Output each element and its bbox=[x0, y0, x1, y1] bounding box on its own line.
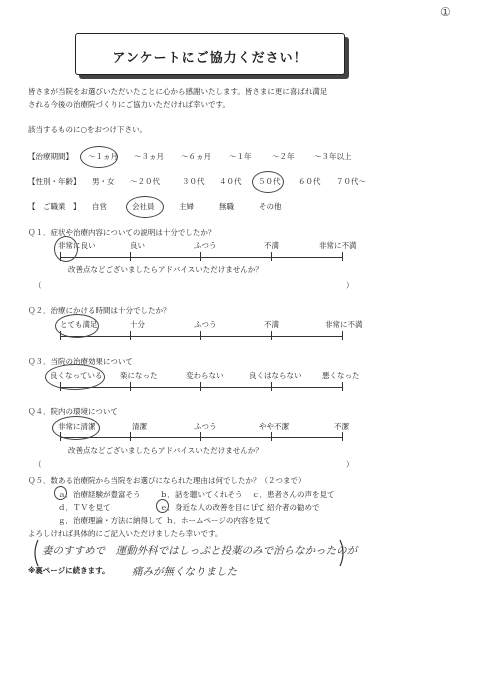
continue-note: ※裏ページに続きます。 bbox=[28, 566, 110, 575]
q2-scale-tick bbox=[342, 331, 343, 340]
q5-option: ｈ．ホームページの内容を見て bbox=[166, 516, 271, 525]
q4-scale-label: 非常に清潔 bbox=[58, 422, 96, 431]
handwritten-bracket-left bbox=[30, 538, 40, 568]
profile-option: ～２０代 bbox=[130, 177, 160, 186]
q1-paren-open: （ bbox=[34, 281, 42, 290]
profile-label: 【性別・年齢】 bbox=[28, 177, 81, 186]
q4-advice: 改善点などございましたらアドバイスいただけませんか？ bbox=[68, 446, 263, 455]
profile-option: ４０代 bbox=[219, 177, 242, 186]
q4-scale-tick bbox=[271, 432, 272, 441]
q2-scale-tick bbox=[130, 331, 131, 340]
q3-selection-circle bbox=[45, 364, 105, 390]
q5-option: ｄ．ＴＶを見て bbox=[58, 503, 111, 512]
period-option: ～３ヵ月 bbox=[134, 152, 164, 161]
q1-paren-close: ） bbox=[346, 281, 354, 290]
q2-scale-tick bbox=[271, 331, 272, 340]
q5-option: ｂ．話を聴いてくれそう bbox=[160, 490, 243, 499]
q1-scale-tick bbox=[200, 252, 201, 261]
q4-paren-open: （ bbox=[34, 460, 42, 469]
q5-option: ｅ．身近な人の改善を目にして bbox=[160, 503, 265, 512]
job-option: 主婦 bbox=[179, 202, 194, 211]
q4-scale-tick bbox=[200, 432, 201, 441]
q2-scale-label: 非常に不満 bbox=[325, 320, 363, 329]
q1-scale-tick bbox=[342, 252, 343, 261]
intro-line-1: 皆さまが当院をお選びいただいたことに心から感謝いたします。皆さまに更に喜ばれ満足 bbox=[28, 87, 328, 96]
q1-scale-label: 良い bbox=[130, 241, 145, 250]
q5-option: ａ．治療経験が豊富そう bbox=[58, 490, 141, 499]
period-option: ～６ヵ月 bbox=[181, 152, 211, 161]
period-option: ～２年 bbox=[272, 152, 295, 161]
q4-scale-label: 不潔 bbox=[334, 422, 349, 431]
job-label: 【 ご職業 】 bbox=[28, 202, 81, 211]
q3-scale-tick bbox=[130, 382, 131, 391]
job-option: 無職 bbox=[219, 202, 234, 211]
profile-option: ３０代 bbox=[182, 177, 205, 186]
profile-selection-circle bbox=[252, 171, 284, 193]
q3-scale-label: 変わらない bbox=[186, 371, 224, 380]
period-option: ～３年以上 bbox=[314, 152, 352, 161]
q3-scale-label: 良くなっている bbox=[50, 371, 103, 380]
q4-paren-close: ） bbox=[346, 460, 354, 469]
q3-scale-line bbox=[60, 387, 342, 388]
page-title: アンケートにご協力ください！ bbox=[112, 51, 308, 66]
q1-scale-label: ふつう bbox=[194, 241, 217, 250]
q4-scale-line bbox=[60, 437, 342, 438]
job-option: 会社員 bbox=[132, 202, 155, 211]
period-option: ～１年 bbox=[229, 152, 252, 161]
q2-scale-label: とても満足 bbox=[60, 320, 98, 329]
handwritten-comment-line-1: 妻のすすめで 運動外科ではしっぷと投薬のみで治らなかったのが bbox=[42, 545, 358, 557]
period-option: ～１ヵ月 bbox=[88, 152, 118, 161]
intro-line-2: される今後の治療院づくりにご協力いただければ幸いです。 bbox=[28, 100, 230, 109]
q2-question: Ｑ２．治療にかける時間は十分でしたか？ bbox=[28, 306, 171, 315]
q2-scale-label: ふつう bbox=[194, 320, 217, 329]
job-option: その他 bbox=[259, 202, 282, 211]
closing-note: よろしければ具体的にご記入いただけましたら幸いです。 bbox=[28, 529, 223, 538]
profile-option: 男・女 bbox=[92, 177, 115, 186]
profile-option: ５０代 bbox=[258, 177, 281, 186]
period-label: 【治療期間】 bbox=[28, 152, 73, 161]
instruction: 該当するものに○をおつけ下さい。 bbox=[28, 125, 147, 134]
q5-question: Ｑ５．数ある治療院から当院をお選びになられた理由は何でしたか？（２つまで） bbox=[28, 476, 306, 485]
q4-scale-tick bbox=[342, 432, 343, 441]
q1-scale-label: 非常に不満 bbox=[319, 241, 357, 250]
title-box bbox=[75, 33, 345, 75]
q3-scale-tick bbox=[200, 382, 201, 391]
q1-scale-label: 不満 bbox=[264, 241, 279, 250]
q1-scale-label: 非常に良い bbox=[58, 241, 96, 250]
profile-option: ７０代～ bbox=[336, 177, 366, 186]
q2-scale-label: 十分 bbox=[130, 320, 145, 329]
q3-question: Ｑ３．当院の治療効果について bbox=[28, 357, 133, 366]
q4-scale-label: やや不潔 bbox=[259, 422, 289, 431]
q1-question: Ｑ１．症状や治療内容についての説明は十分でしたか？ bbox=[28, 228, 216, 237]
page-number-mark: ① bbox=[440, 5, 451, 19]
q5-option-e-circle bbox=[156, 499, 169, 513]
q1-scale-tick bbox=[130, 252, 131, 261]
q3-scale-label: 良くはならない bbox=[249, 371, 302, 380]
q3-scale-label: 楽になった bbox=[120, 371, 158, 380]
q4-question: Ｑ４．院内の環境について bbox=[28, 407, 118, 416]
q4-selection-circle bbox=[52, 416, 100, 440]
q1-scale-tick bbox=[271, 252, 272, 261]
q1-selection-circle bbox=[54, 236, 78, 262]
q4-scale-label: 清潔 bbox=[132, 422, 147, 431]
q5-option: ｆ．紹介者の勧めで bbox=[252, 503, 320, 512]
q3-scale-tick bbox=[342, 382, 343, 391]
q5-option-a-circle bbox=[54, 486, 67, 500]
q1-scale-line bbox=[60, 257, 342, 258]
q3-scale-label: 悪くなった bbox=[322, 371, 360, 380]
q1-advice: 改善点などございましたらアドバイスいただけませんか？ bbox=[68, 265, 263, 274]
q3-scale-tick bbox=[271, 382, 272, 391]
handwritten-comment-line-2: 痛みが無くなりました bbox=[132, 566, 237, 578]
q2-scale-line bbox=[60, 336, 342, 337]
job-selection-circle bbox=[126, 196, 164, 218]
job-option: 自営 bbox=[92, 202, 107, 211]
q2-scale-tick bbox=[200, 331, 201, 340]
q4-scale-tick bbox=[130, 432, 131, 441]
q4-scale-label: ふつう bbox=[194, 422, 217, 431]
profile-option: ６０代 bbox=[298, 177, 321, 186]
q2-selection-circle bbox=[55, 314, 99, 338]
q5-option: ｃ．患者さんの声を見て bbox=[252, 490, 335, 499]
q5-option: ｇ．治療理論・方法に納得して bbox=[58, 516, 163, 525]
period-selection-circle bbox=[80, 146, 118, 168]
q2-scale-label: 不満 bbox=[264, 320, 279, 329]
